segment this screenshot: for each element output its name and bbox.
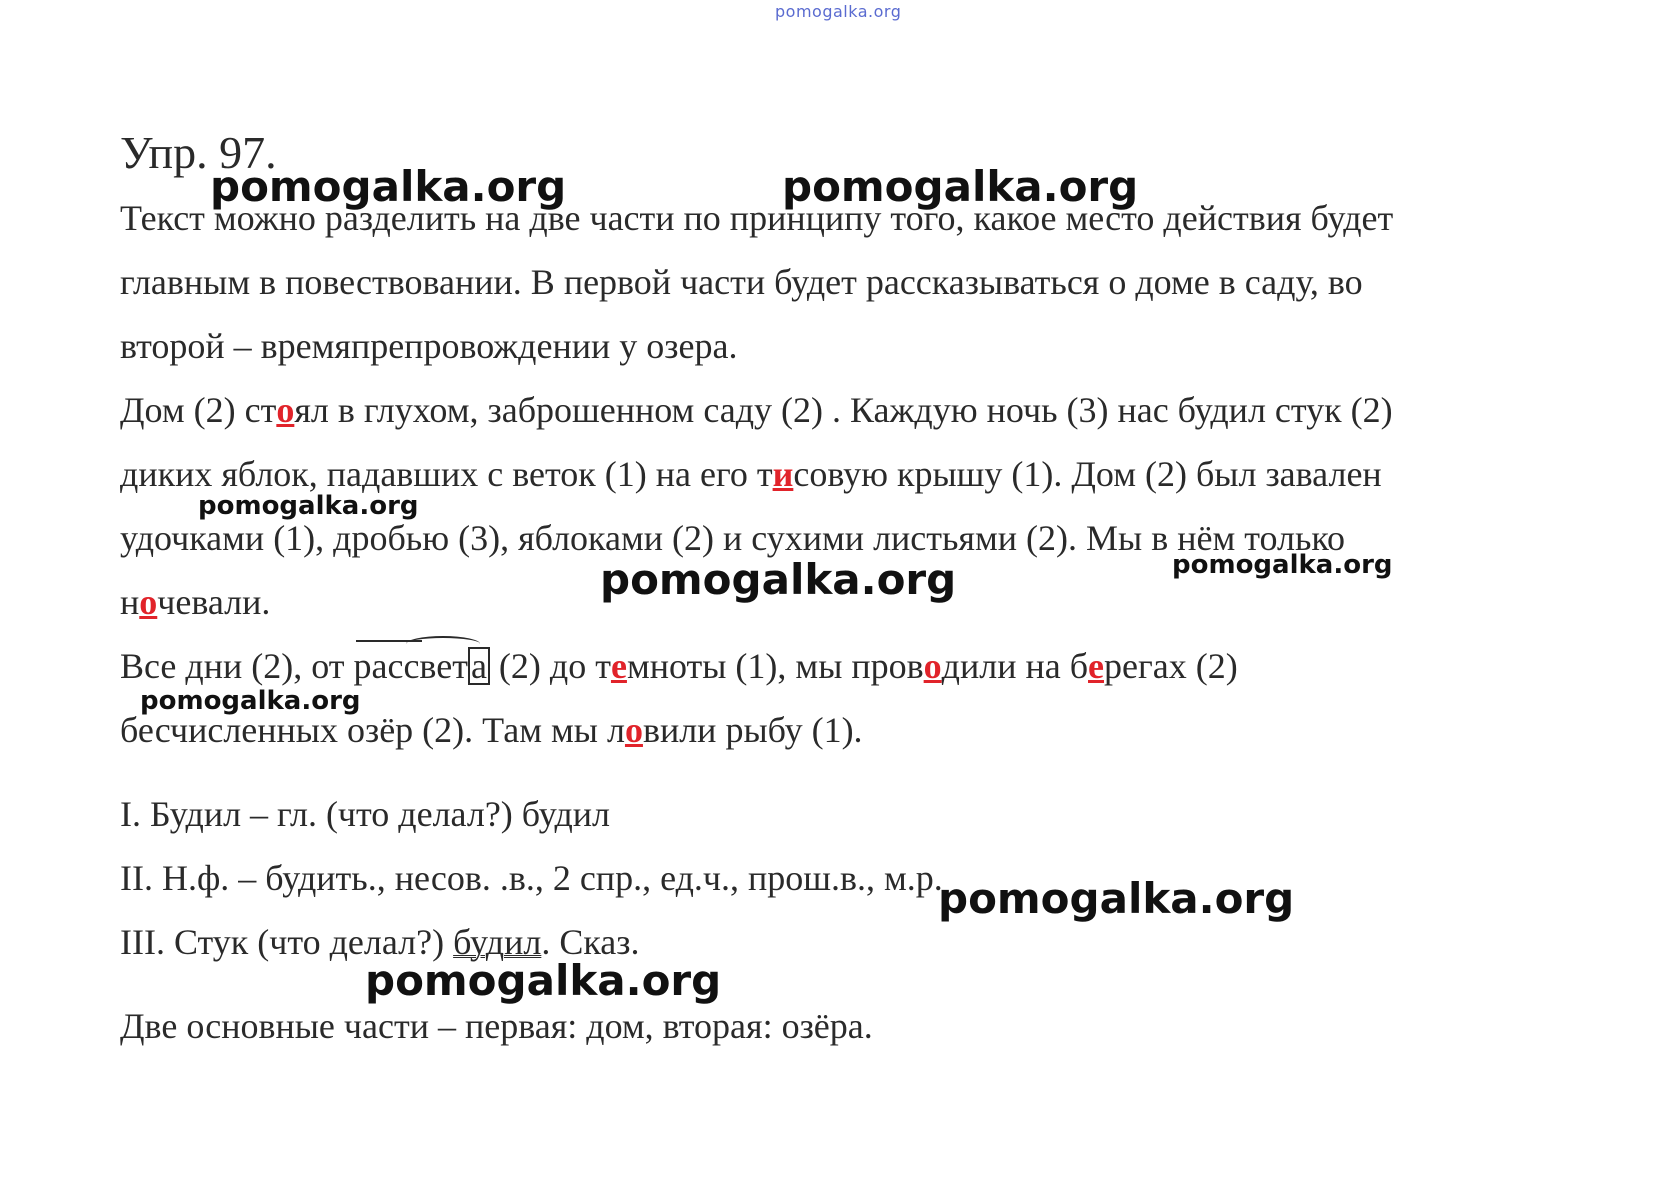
highlighted-vowel: о bbox=[923, 646, 942, 686]
watermark: pomogalka.org bbox=[600, 555, 957, 604]
intro-line-2: главным в повествовании. В первой части будет рассказываться о доме в саду, во bbox=[120, 262, 1363, 302]
text-segment: регах (2) bbox=[1104, 646, 1238, 686]
text-segment: бесчисленных озёр (2). Там мы л bbox=[120, 710, 625, 750]
watermark: pomogalka.org bbox=[210, 162, 567, 211]
intro-line-3: второй – времяпрепровождении у озера. bbox=[120, 326, 738, 366]
highlighted-vowel: е bbox=[1088, 646, 1104, 686]
highlighted-vowel: о bbox=[624, 710, 643, 750]
text-segment: III. Стук (что делал?) bbox=[120, 922, 454, 962]
text-line-3: удочками (1), дробью (3), яблоками (2) и сухими листьями (2). Мы в нём только bbox=[120, 518, 1346, 558]
highlighted-vowel: и bbox=[772, 454, 794, 494]
text-segment: чевали. bbox=[157, 582, 271, 622]
text-segment: н bbox=[120, 582, 140, 622]
highlighted-vowel: о bbox=[139, 582, 158, 622]
root-arc-mark bbox=[406, 636, 480, 652]
morpheme-word bbox=[354, 646, 490, 686]
word-stem: рассвет bbox=[353, 646, 468, 686]
text-segment: . Сказ. bbox=[541, 922, 640, 962]
text-line-5 bbox=[120, 646, 1238, 686]
text-segment: (2) до т bbox=[489, 646, 611, 686]
text-line-2 bbox=[120, 454, 1382, 494]
text-segment: совую крышу (1). Дом (2) был завален bbox=[793, 454, 1382, 494]
text-segment: диких яблок, падавших с веток (1) на его т bbox=[120, 454, 773, 494]
watermark: pomogalka.org bbox=[198, 491, 419, 521]
text-line-4 bbox=[120, 582, 270, 622]
text-segment: ял в глухом, заброшенном саду (2) . Каждую ночь (3) нас будил стук (2) bbox=[294, 390, 1393, 430]
watermark: pomogalka.org bbox=[1172, 550, 1393, 580]
text-segment: дили на б bbox=[941, 646, 1089, 686]
analysis-ii: II. Н.ф. – будить., несов. .в., 2 спр., ед.ч., прош.в., м.р. bbox=[120, 858, 943, 898]
top-watermark: pomogalka.org bbox=[775, 2, 902, 21]
watermark: pomogalka.org bbox=[938, 874, 1295, 923]
highlighted-vowel: е bbox=[610, 646, 627, 686]
analysis-i: I. Будил – гл. (что делал?) будил bbox=[120, 794, 611, 834]
text-segment: Все дни (2), от bbox=[120, 646, 354, 686]
exercise-title: Упр. 97. bbox=[120, 127, 277, 178]
text-segment: Дом (2) ст bbox=[120, 390, 277, 430]
intro-line-1: Текст можно разделить на две части по принципу того, какое место действия будет bbox=[120, 198, 1394, 238]
watermark: pomogalka.org bbox=[782, 162, 1139, 211]
text-segment: мноты (1), мы пров bbox=[626, 646, 924, 686]
watermark: pomogalka.org bbox=[140, 686, 361, 716]
highlighted-vowel: о bbox=[276, 390, 295, 430]
text-segment: вили рыбу (1). bbox=[642, 710, 863, 750]
predicate-word: будил bbox=[453, 922, 542, 962]
watermark: pomogalka.org bbox=[365, 956, 722, 1005]
text-line-6 bbox=[120, 710, 863, 750]
conclusion: Две основные части – первая: дом, вторая: озёра. bbox=[120, 1006, 873, 1046]
ending-box: а bbox=[468, 647, 490, 685]
text-line-1 bbox=[120, 390, 1393, 430]
